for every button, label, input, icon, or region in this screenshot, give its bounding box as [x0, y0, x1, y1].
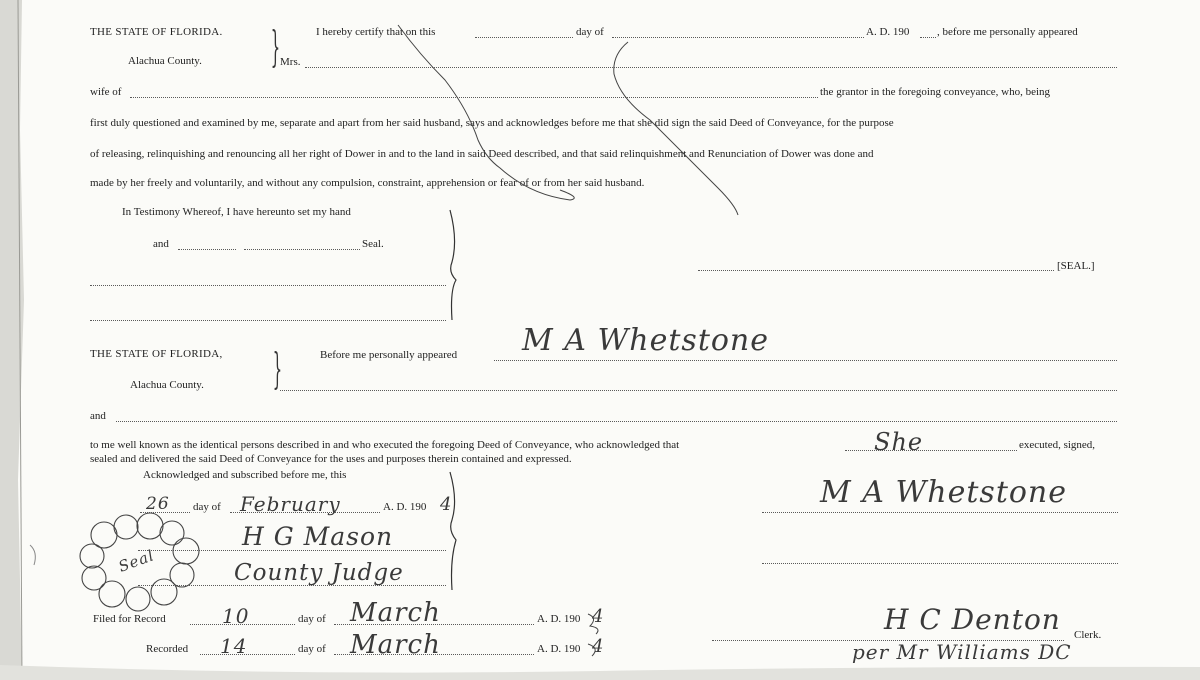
- recorded-ad: A. D. 190: [537, 643, 581, 655]
- clerk-name-handwriting: H C Denton: [884, 603, 1061, 636]
- filed-ad: A. D. 190: [537, 613, 581, 625]
- ack-state-heading: THE STATE OF FLORIDA,: [90, 348, 223, 360]
- subscribed-text: Acknowledged and subscribed before me, this: [143, 469, 347, 481]
- grantor-text: the grantor in the foregoing conveyance, who, being: [820, 86, 1051, 98]
- testimony-and: and: [153, 238, 169, 250]
- mrs-label: Mrs.: [280, 56, 301, 68]
- recorded-day-of: day of: [298, 643, 326, 655]
- clerk-label: Clerk.: [1074, 629, 1102, 641]
- certify-ad: A. D. 190: [866, 26, 910, 38]
- dower-line-4: of releasing, relinquishing and renouncing all her right of Dower in and to the land in said Deed described, and that said relinquishment and Renunciation of Dower was done and: [90, 148, 874, 160]
- seal-word-handwriting: Seal: [116, 546, 157, 576]
- ack-month-handwriting: February: [240, 492, 341, 516]
- certify-text: I hereby certify that on this: [316, 26, 436, 38]
- judge-brace: [450, 472, 456, 590]
- state-heading: THE STATE OF FLORIDA.: [90, 26, 223, 38]
- filed-year-handwriting: 4: [592, 606, 605, 627]
- testimony-seal: Seal.: [362, 238, 384, 250]
- seal-bracket: [SEAL.]: [1057, 260, 1095, 272]
- filed-label: Filed for Record: [93, 613, 166, 625]
- ack-county-label: Alachua County.: [130, 379, 204, 391]
- dower-line-5: made by her freely and voluntarily, and without any compulsion, constraint, apprehension or fear of or from her said husband.: [90, 177, 645, 189]
- filed-day-handwriting: 10: [222, 604, 250, 628]
- ack-county-brace: }: [272, 344, 283, 393]
- wife-of-label: wife of: [90, 86, 122, 98]
- filed-day-of: day of: [298, 613, 326, 625]
- testimony-brace: [450, 210, 456, 320]
- judge-name-handwriting: H G Mason: [242, 522, 394, 551]
- cancel-stroke-1: [398, 25, 574, 200]
- grantor-signature-handwriting: M A Whetstone: [820, 475, 1068, 510]
- ack-and-label: and: [90, 410, 106, 422]
- pronoun-handwriting: She: [874, 428, 924, 456]
- clerk-sub-handwriting: per Mr Williams DC: [852, 640, 1072, 664]
- certify-day-of: day of: [576, 26, 604, 38]
- judge-title-handwriting: County Judge: [234, 560, 404, 586]
- filed-month-handwriting: March: [350, 598, 441, 628]
- recorded-month-handwriting: March: [350, 630, 441, 660]
- ack-appeared-text: Before me personally appeared: [320, 349, 458, 361]
- cancel-stroke-2: [614, 42, 738, 215]
- before-me-text: , before me personally appeared: [937, 26, 1078, 38]
- county-label: Alachua County.: [128, 55, 202, 67]
- county-brace: }: [270, 22, 281, 71]
- ack-year-handwriting: 4: [440, 494, 453, 515]
- sealed-text: sealed and delivered the said Deed of Conveyance for the uses and purposes therein contained and expressed.: [90, 453, 572, 465]
- recorded-day-handwriting: 14: [220, 634, 248, 658]
- testimony-text: In Testimony Whereof, I have hereunto set my hand: [122, 206, 351, 218]
- ack-day-of: day of: [193, 501, 221, 513]
- appeared-name-handwriting: M A Whetstone: [522, 323, 770, 358]
- executed-text: executed, signed,: [1019, 439, 1096, 451]
- recorded-label: Recorded: [146, 643, 189, 655]
- well-known-text: to me well known as the identical persons described in and who executed the foregoing Deed of Conveyance, who acknowledged that: [90, 439, 680, 451]
- ack-ad: A. D. 190: [383, 501, 427, 513]
- ack-day-handwriting: 26: [146, 494, 170, 514]
- dower-line-3: first duly questioned and examined by me, separate and apart from her said husband, says and acknowledges before me that she did sign the said Deed of Conveyance, for the purpose: [90, 117, 894, 129]
- recorded-year-handwriting: 4: [592, 636, 605, 657]
